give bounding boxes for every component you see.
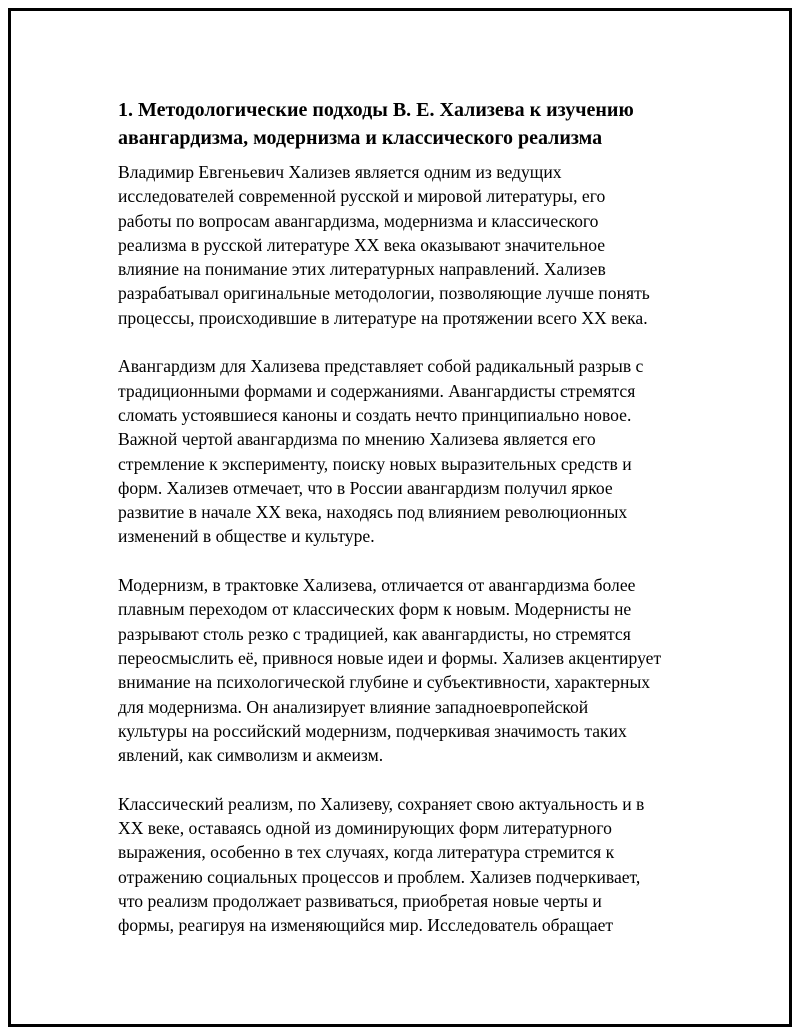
document-body: [118, 96, 688, 962]
paragraph-avant-garde: Авангардизм для Хализева представляет собой радикальный разрыв с традиционными формами и содержаниями. Авангардисты стремятся сломать устоявшиеся каноны и создать нечто принципиально новое. Важной чертой авангардизма по мнению Хализева является его стремление к эксперименту, поиску новых выразительных средств и форм. Хализев отмечает, что в России авангардизм получил яркое развитие в начале XX века, находясь под влиянием революционных изменений в обществе и культуре.: [118, 356, 644, 547]
section-heading: 1. Методологические подходы В. Е. Хализева к изучению авангардизма, модернизма и классического реализма: [118, 99, 634, 149]
paragraph-modernism: Модернизм, в трактовке Хализева, отличается от авангардизма более плавным переходом от классических форм к новым. Модернисты не разрывают столь резко с традицией, как авангардисты, но стремятся переосмыслить её, привнося новые идеи и формы. Хализев акцентирует внимание на психологической глубине и субъективности, характерных для модернизма. Он анализирует влияние западноевропейской культуры на российский модернизм, подчеркивая значимость таких явлений, как символизм и акмеизм.: [118, 575, 662, 766]
paragraph-realism: Классический реализм, по Хализеву, сохраняет свою актуальность и в XX веке, оставаясь одной из доминирующих форм литературного выражения, особенно в тех случаях, когда литература стремится к отражению социальных процессов и проблем. Хализев подчеркивает, что реализм продолжает развиваться, приобретая новые черты и формы, реагируя на изменяющийся мир. Исследователь обращает: [118, 793, 645, 936]
paragraph-intro: Владимир Евгеньевич Хализев является одним из ведущих исследователей современной русской и мировой литературы, его работы по вопросам авангардизма, модернизма и классического реализма в русской литературе XX века оказывают значительное влияние на понимание этих литературных направлений. Хализев разрабатывал оригинальные методологии, позволяющие лучше понять процессы, происходившие в литературе на протяжении всего XX века.: [118, 162, 650, 328]
